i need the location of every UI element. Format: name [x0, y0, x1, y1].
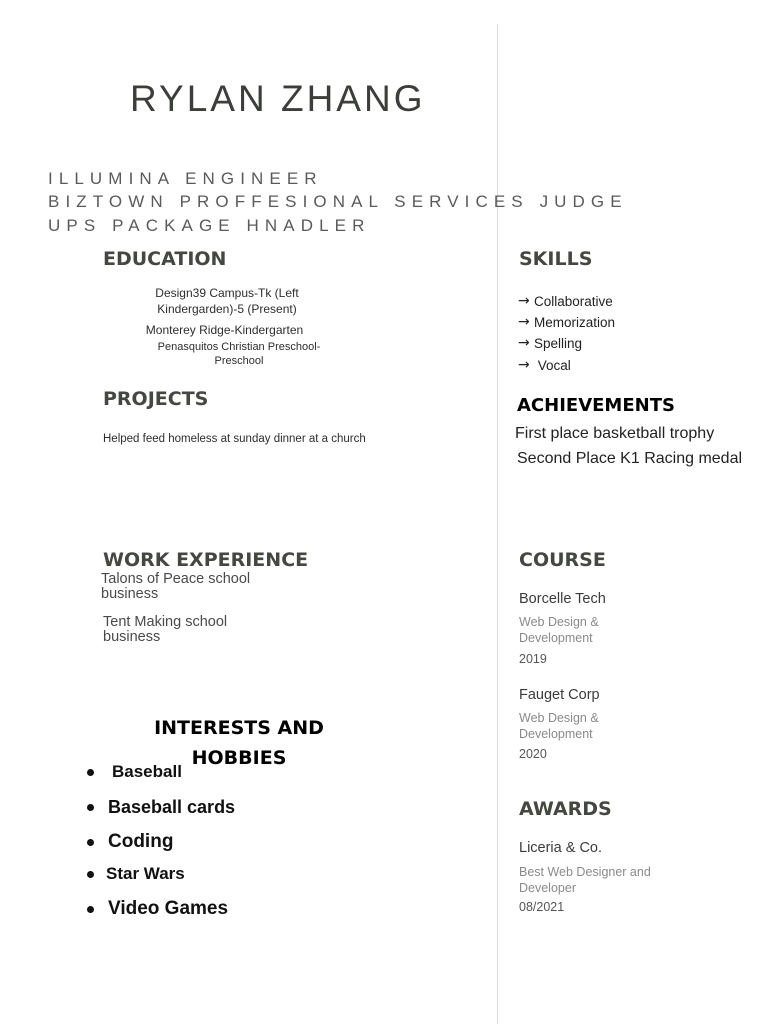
- award-desc: [519, 864, 651, 896]
- award-desc-line1: Best Web Designer and: [519, 865, 651, 879]
- work-item-1: [101, 572, 250, 602]
- course-org: Borcelle Tech: [519, 591, 606, 607]
- arrow-right-icon: →: [518, 314, 530, 330]
- bullet-icon: [87, 804, 94, 811]
- skill-label: Spelling: [534, 335, 583, 351]
- work-item-2-line1: Tent Making school: [103, 614, 228, 630]
- education-entry-2: [112, 322, 337, 338]
- hobby-item: [87, 898, 228, 920]
- awards-heading: AWARDS: [519, 798, 612, 820]
- skill-item: [518, 314, 615, 330]
- bullet-icon: [87, 769, 94, 776]
- hobby-label: Baseball: [112, 762, 182, 781]
- project-item-1: Helped feed homeless at sunday dinner at a church: [103, 433, 366, 445]
- education-entry-1-line2: Kindergarden)-5 (Present): [157, 302, 297, 316]
- work-experience-heading: WORK EXPERIENCE: [103, 549, 309, 571]
- work-item-1-line1: Talons of Peace school: [101, 571, 251, 587]
- achievements-heading: ACHIEVEMENTS: [517, 395, 675, 416]
- education-entry-3-line2: Preschool: [214, 355, 264, 367]
- job-title-1: ILLUMINA ENGINEER: [48, 169, 323, 188]
- hobby-label: Baseball cards: [108, 797, 236, 817]
- course-desc: [519, 710, 599, 742]
- projects-heading: PROJECTS: [103, 388, 209, 410]
- work-item-2: [103, 615, 227, 645]
- hobby-item: [87, 864, 185, 884]
- education-entry-3-line1: Penasquitos Christian Preschool-: [157, 341, 321, 353]
- education-entry-1-line1: Design39 Campus-Tk (Left: [155, 286, 299, 300]
- course-desc-line1: Web Design &: [519, 615, 599, 629]
- course-year: 2020: [519, 747, 547, 761]
- arrow-right-icon: →: [518, 293, 530, 309]
- skill-item: [518, 293, 613, 309]
- work-item-2-line2: business: [103, 629, 161, 645]
- skill-label: Vocal: [534, 357, 571, 373]
- skill-label: Collaborative: [534, 293, 613, 309]
- skills-heading: SKILLS: [519, 248, 593, 270]
- arrow-right-icon: →: [518, 357, 530, 373]
- bullet-icon: [87, 871, 94, 878]
- course-desc-line2: Development: [519, 727, 593, 741]
- course-desc: [519, 614, 599, 646]
- course-org: Fauget Corp: [519, 687, 600, 703]
- education-entry-2-line1: Monterey Ridge-Kindergarten: [145, 323, 304, 337]
- course-desc-line2: Development: [519, 631, 593, 645]
- resume-name: RYLAN ZHANG: [130, 78, 426, 119]
- award-org: Liceria & Co.: [519, 840, 603, 856]
- hobby-label: Video Games: [108, 898, 229, 919]
- arrow-right-icon: →: [518, 335, 530, 351]
- award-date: 08/2021: [519, 900, 565, 914]
- job-title-2: BIZTOWN PROFFESIONAL SERVICES JUDGE: [48, 192, 628, 211]
- hobby-item: [87, 797, 235, 818]
- education-entry-1: [112, 285, 342, 317]
- work-item-1-line2: business: [101, 586, 159, 602]
- job-title-3: UPS PACKAGE HNADLER: [48, 216, 371, 235]
- hobby-label: Star Wars: [106, 864, 185, 883]
- education-entry-3: [124, 340, 354, 368]
- education-heading: EDUCATION: [103, 248, 227, 270]
- column-divider: [497, 24, 498, 1024]
- skill-item: [518, 335, 582, 351]
- hobby-item: [87, 831, 173, 853]
- course-year: 2019: [519, 652, 547, 666]
- interests-heading-line2: HOBBIES: [191, 747, 287, 769]
- award-desc-line2: Developer: [519, 881, 576, 895]
- bullet-icon: [87, 839, 94, 846]
- achievement-item: First place basketball trophy: [515, 425, 715, 442]
- interests-heading-line1: INTERESTS AND: [154, 717, 324, 739]
- course-desc-line1: Web Design &: [519, 711, 599, 725]
- skill-label: Memorization: [534, 314, 616, 330]
- hobby-label: Coding: [108, 831, 174, 852]
- achievement-item: Second Place K1 Racing medal: [517, 450, 743, 467]
- skill-item: [518, 357, 571, 373]
- hobby-item: [87, 762, 182, 782]
- course-heading: COURSE: [519, 549, 606, 571]
- bullet-icon: [87, 906, 94, 913]
